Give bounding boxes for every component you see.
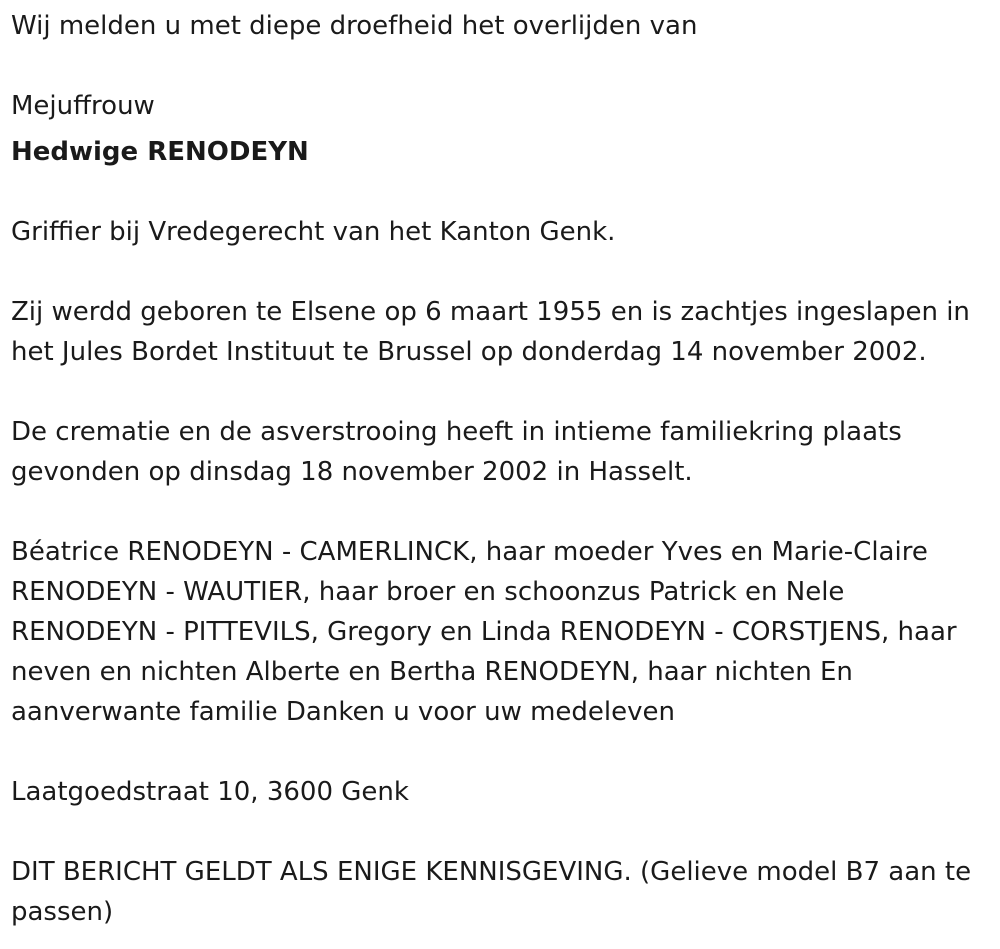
intro-text: Wij melden u met diepe droefheid het overlijden van (11, 11, 698, 41)
spacer (11, 492, 990, 532)
spacer (11, 252, 990, 292)
spacer (11, 812, 990, 852)
deceased-name: Hedwige RENODEYN (11, 137, 309, 167)
family-line: RENODEYN - WAUTIER, haar broer en schoonzus Patrick en Nele (11, 577, 845, 607)
family-line: neven en nichten Alberte en Bertha RENODEYN, haar nichten En (11, 657, 853, 687)
notice-line: passen) (11, 897, 114, 927)
spacer (11, 172, 990, 212)
family-line: aanverwante familie Danken u voor uw medeleven (11, 697, 676, 727)
cremation-line: gevonden op dinsdag 18 november 2002 in Hasselt. (11, 457, 693, 487)
notice-line: DIT BERICHT GELDT ALS ENIGE KENNISGEVING. (Gelieve model B7 aan te (11, 857, 972, 887)
occupation: Griffier bij Vredegerecht van het Kanton Genk. (11, 217, 616, 247)
birth-death-line: het Jules Bordet Instituut te Brussel op donderdag 14 november 2002. (11, 337, 927, 367)
spacer (11, 372, 990, 412)
salutation: Mejuffrouw (11, 91, 155, 121)
cremation-line: De crematie en de asverstrooing heeft in intieme familiekring plaats (11, 417, 902, 447)
family-line: RENODEYN - PITTEVILS, Gregory en Linda RENODEYN - CORSTJENS, haar (11, 617, 957, 647)
spacer (11, 732, 990, 772)
birth-death-line: Zij werdd geboren te Elsene op 6 maart 1955 en is zachtjes ingeslapen in (11, 297, 970, 327)
address: Laatgoedstraat 10, 3600 Genk (11, 777, 409, 807)
spacer (11, 46, 990, 86)
family-line: Béatrice RENODEYN - CAMERLINCK, haar moeder Yves en Marie-Claire (11, 537, 928, 567)
